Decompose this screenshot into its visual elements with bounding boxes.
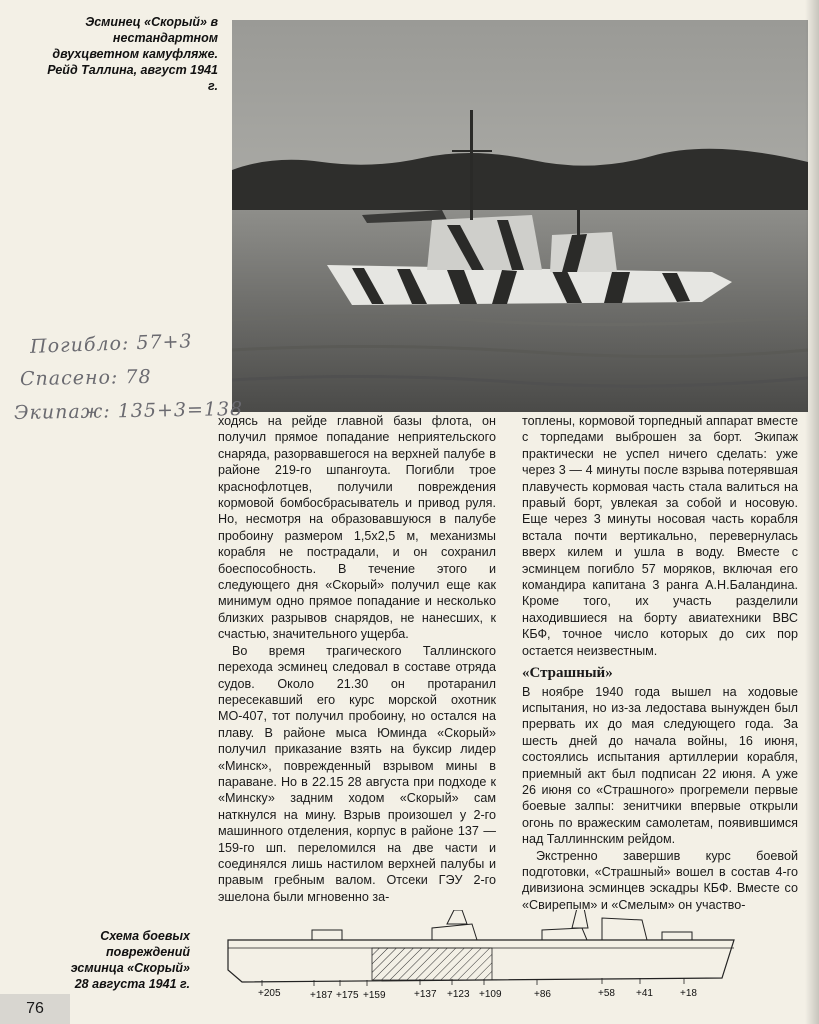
frame-label: +123	[447, 989, 470, 1000]
frame-label: +41	[636, 988, 653, 999]
frame-label: +159	[363, 990, 386, 1001]
frame-label: +58	[598, 988, 615, 999]
frame-label: +137	[414, 989, 437, 1000]
paragraph: Во время трагического Таллинского перехода эсминец следовал в составе отряда судов. Около 21.30 он протаранил пересекавший его курс морской охотник МО-407, тот получил пробоину, но остался на плаву. В районе мыса Юминда «Скорый» получил приказание взять на буксир лидер «Минск», поврежденный взрывом мины в параване. Но в 22.15 28 августа при подходе к «Минску» задним ходом «Скорый» сам наткнулся на мину. Взрыв произошел у 2-го машинного отделения, корпус в районе 137 — 159-го шп. переломился на две части и соединялся лишь настилом верхней палубы и правым гребным валом. Отсеки ГЭУ 2-го эшелона были мгновенно за-	[218, 643, 496, 904]
page-number: 76	[0, 994, 70, 1024]
text-column-right	[522, 413, 798, 913]
damage-scheme	[222, 910, 742, 1010]
page-gutter-shadow	[805, 0, 819, 1024]
destroyer-photo	[232, 20, 808, 412]
frame-label: +205	[258, 988, 281, 999]
paragraph: топлены, кормовой торпедный аппарат вместе с торпедами выброшен за борт. Экипаж практически не успел ничего сделать: уже через 3 — 4 минуты после взрыва потерявшая плавучесть кормовая часть стала валиться на правый борт, увлекая за собой и носовую. Еще через 3 минуты носовая часть корабля встала почти вертикально, перевернулась вверх килем и ушла в воду. Вместе с эсминцем погибло 57 моряков, включая его командира капитана 3 ранга А.Н.Баландина. Кроме того, их участь разделили находившиеся на борту авиатехники ВВС КБФ, точное число которых до сих пор остается неизвестным.	[522, 414, 798, 658]
paragraph: В ноябре 1940 года вышел на ходовые испытания, но из-за ледостава вынужден был прервать их до мая следующего года. За шесть дней до начала войны, 16 июня, состоялись испытания артиллерии корабля, приемный акт был подписан 22 июня. А уже 26 июня со «Страшного» прогремели первые боевые залпы: зенитчики впервые открыли огонь по вражеским самолетам, появившимся над Таллиннским рейдом.	[522, 684, 798, 847]
handwritten-note-crew: Экипаж: 135+3=138	[13, 398, 244, 424]
scheme-caption: Схема боевых повреждений эсминца «Скорый» 28 августа 1941 г.	[70, 929, 190, 991]
frame-label: +18	[680, 988, 697, 999]
handwritten-note-killed: Погибло: 57+3	[29, 330, 193, 358]
frame-label: +187	[310, 990, 333, 1001]
handwritten-note-saved: Спасено: 78	[19, 365, 152, 391]
frame-label: +86	[534, 989, 551, 1000]
paragraph: Экстренно завершив курс боевой подготовки, «Страшный» вошел в состав 4-го дивизиона эсминцев эскадры КБФ. Вместе со «Свирепым» и «Смелым» он участво-	[522, 848, 798, 912]
frame-label: +175	[336, 990, 359, 1001]
paragraph: ходясь на рейде главной базы флота, он получил прямое попадание неприятельского снаряда, разорвавшегося на верхней палубе в районе 219-го шпангоута. Погибли трое краснофлотцев, получили повреждения кормовой бомбосбрасыватель и привод руля. Но, несмотря на образовавшуюся в палубе пробоину размером 1,5х2,5 м, механизмы корабля не пострадали, и он сохранил боеспособность. В течение этого и следующего дня «Скорый» получил еще как минимум одно прямое попадание и несколько близких разрывов снарядов, не нанесших, к счастью, значительного ущерба.	[218, 414, 496, 642]
photo-caption: Эсминец «Скорый» в нестандартном двухцветном камуфляже. Рейд Таллина, август 1941 г.	[47, 15, 218, 93]
photo-illustration	[232, 20, 808, 412]
frame-label: +109	[479, 989, 502, 1000]
text-column-left	[218, 413, 496, 905]
section-title: «Страшный»	[522, 665, 613, 682]
ship-profile-drawing	[222, 910, 742, 1010]
